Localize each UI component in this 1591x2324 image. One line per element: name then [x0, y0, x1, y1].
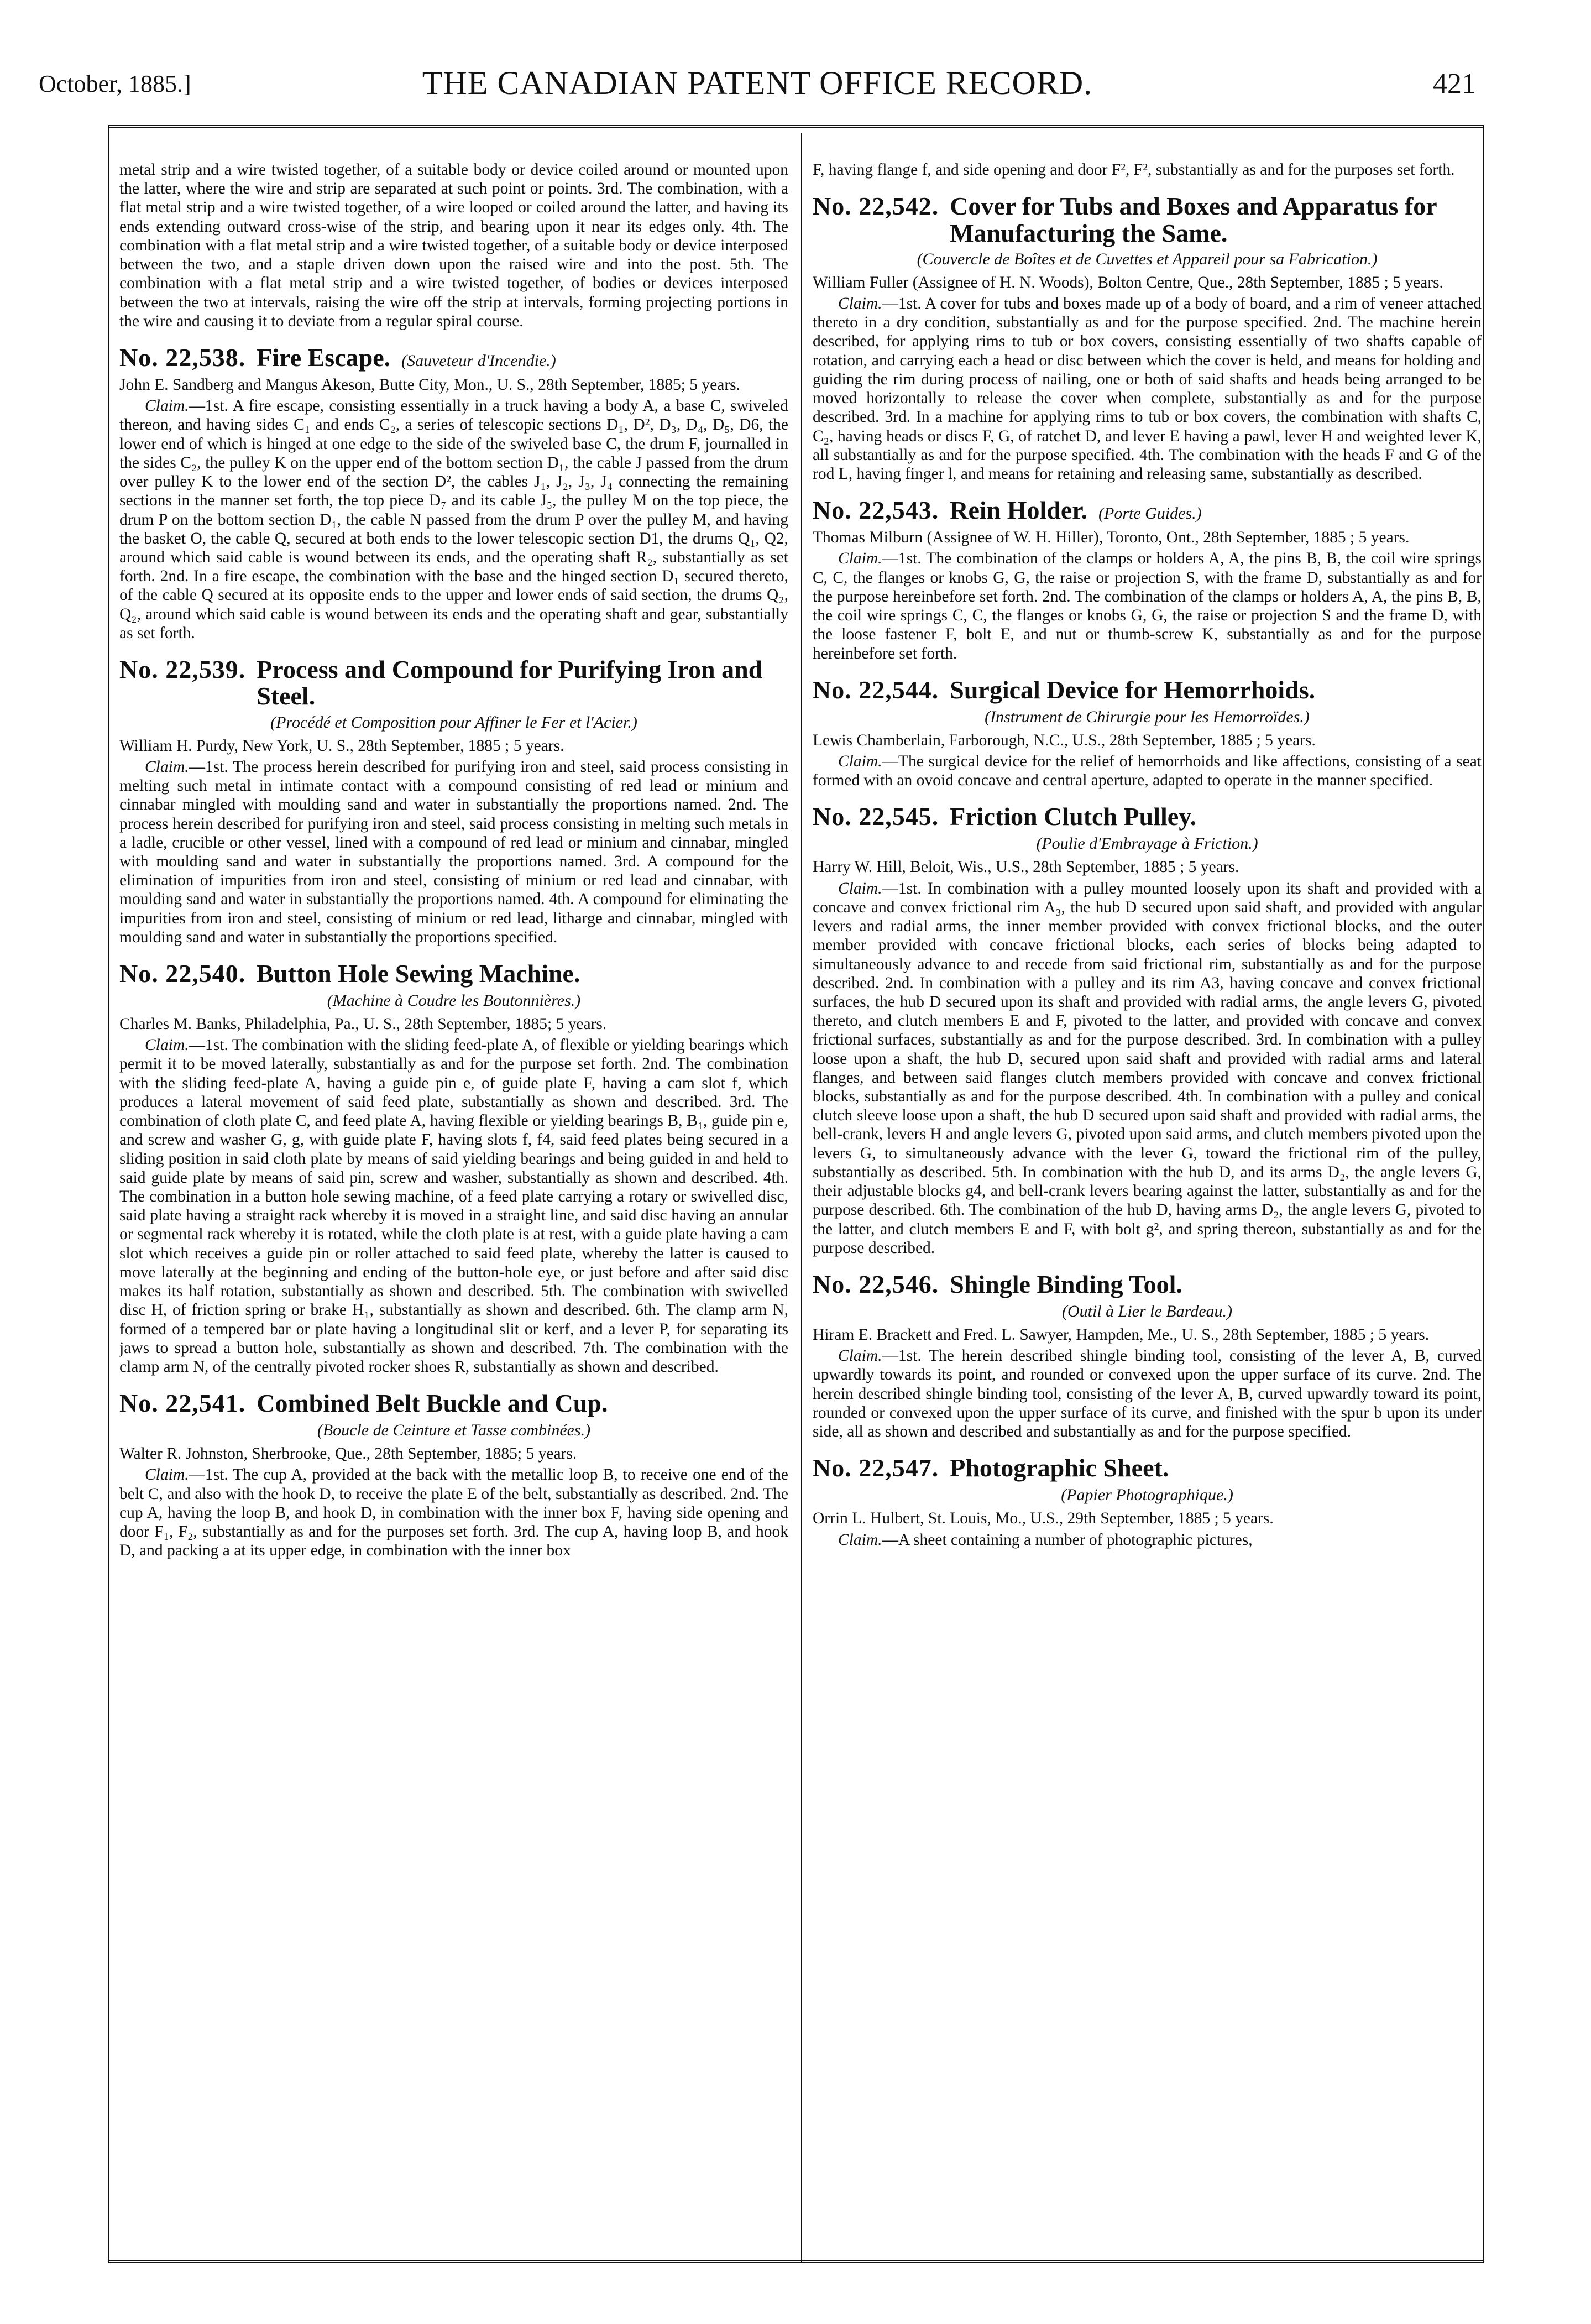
patent-title: Friction Clutch Pulley.	[950, 802, 1197, 831]
patent-heading	[813, 802, 1482, 831]
patent-number: No. 22,546.	[813, 1270, 939, 1298]
issue-date: October, 1885.]	[39, 70, 191, 97]
patent-entry-22544	[813, 675, 1482, 790]
patent-entry-22541	[119, 1388, 788, 1560]
patent-number: No. 22,541.	[119, 1389, 246, 1418]
patent-inventor: Lewis Chamberlain, Farborough, N.C., U.S., 28th September, 1885 ; 5 years.	[813, 731, 1316, 749]
patent-french-title: (Poulie d'Embrayage à Friction.)	[1036, 834, 1258, 853]
patent-french-title: (Outil à Lier le Bardeau.)	[1061, 1302, 1232, 1320]
patent-heading	[119, 1388, 788, 1418]
patent-number: No. 22,543.	[813, 496, 939, 525]
claim-text: —1st. The process herein described for purifying iron and steel, said process consisting in melting such metal in intimate contact with a compound consisting of red lead or minium and cinnabar mingled with moulding sand and water in substantially the proportions named. 2nd. The process herein described for purifying iron and steel, said process consisting in melting such metals in a ladle, crucible or other vessel, lined with a compound of red lead or minium and cinnabar, mingled with moulding sand and water in substantially the proportions named. 3rd. A compound for the elimination of impurities from iron and steel, consisting of minium or red lead and cinnabar, with moulding sand and water in substantially the proportions named. 4th. A compound for eliminating the impurities from iron and steel, consisting of minium or red lead, litharge and cinnabar, mingled with moulding sand and water in substantially the proportions specified.	[119, 758, 788, 946]
patent-number: No. 22,540.	[119, 959, 246, 988]
patent-title: Cover for Tubs and Boxes and Apparatus for Manufacturing the Same.	[950, 192, 1437, 247]
claim-text: —1st. The cup A, provided at the back with the metallic loop B, to receive one end of the belt C, and also with the hook D, to receive the plate E of the belt, substantially as described. 2nd. The cup A, having the loop B, and hook D, in combination with the inner box F, having side opening and door F₁, F₂, substantially as and for the purposes set forth. 3rd. The cup A, having loop B, and hook D, and packing a at its upper edge, in combination with the inner box	[119, 1466, 788, 1560]
patent-claim	[813, 752, 1482, 790]
patent-number: No. 22,547.	[813, 1454, 939, 1482]
patent-inventor: Thomas Milburn (Assignee of W. H. Hiller), Toronto, Ont., 28th September, 1885 ; 5 years.	[813, 529, 1410, 547]
patent-number: No. 22,544.	[813, 675, 939, 704]
patent-inventor: Charles M. Banks, Philadelphia, Pa., U. S., 28th September, 1885; 5 years.	[119, 1015, 607, 1033]
patent-french-title: (Machine à Coudre les Boutonnières.)	[327, 991, 581, 1010]
patent-heading	[119, 655, 788, 710]
claim-label: Claim.	[145, 758, 189, 776]
patent-french-title: (Boucle de Ceinture et Tasse combinées.)	[317, 1421, 591, 1440]
patent-heading	[813, 1270, 1482, 1299]
patent-claim	[119, 1465, 788, 1560]
claim-label: Claim.	[838, 879, 882, 897]
patent-entry-22546	[813, 1270, 1482, 1441]
claim-label: Claim.	[838, 550, 882, 568]
patent-inventor: Walter R. Johnston, Sherbrooke, Que., 28th September, 1885; 5 years.	[119, 1445, 577, 1463]
claim-text: —1st. The herein described shingle binding tool, consisting of the lever A, B, curved upwardly towards its point, and rounded or convexed upon the upper surface of its curve. 2nd. The herein described shingle binding tool, consisting of the lever A, B, curved upwardly toward its point, rounded or convexed upon the upper surface of its curve, and finished with the spur b upon its under side, all as shown and described and substantially as and for the purpose specified.	[813, 1347, 1482, 1441]
claim-text: —1st. The combination with the sliding feed-plate A, of flexible or yielding bearings which permit it to be moved laterally, substantially as and for the purpose set forth. 2nd. The combination with the sliding feed-plate A, having a guide pin e, of guide plate F, having a cam slot f, which produces a lateral movement of said feed plate, substantially as shown and described. 3rd. The combination of cloth plate C, and feed plate A, having flexible or yielding bearings B, B₁, guide pin e, and screw and washer G, g, with guide plate F, having slots f, f4, said feed plates being secured in a sliding position in said cloth plate by means of said yielding bearings and being guided in and held to said guide plate by means of said pin, screw and washer, substantially as shown and described. 4th. The combination in a button hole sewing machine, of a feed plate carrying a rotary or swivelled disc, said plate having a straight rack whereby it is moved in a straight line, and said disc having an annular or segmental rack whereby it is rotated, while the cloth plate is at rest, with a guide plate having a cam slot which receives a guide pin or roller attached to said feed plate, whereby the latter is caused to move laterally at the beginning and ending of the button-hole eye, or just before and after said disc makes its half rotation, substantially as shown and described. 5th. The combination with swivelled disc H, of friction spring or brake H₁, substantially as shown and described. 6th. The clamp arm N, formed of a tempered bar or plate having a longitudinal slit or kerf, and a lever P, for separating its jaws to spread a button hole, substantially as shown and described. 7th. The combination with the clamp arm N, of the centrally pivoted rocker shoes R, substantially as shown and described.	[119, 1036, 788, 1376]
patent-inventor: William Fuller (Assignee of H. N. Woods), Bolton Centre, Que., 28th September, 1885 ; 5 years.	[813, 273, 1443, 291]
claim-label: Claim.	[838, 752, 882, 770]
claim-text: —1st. A cover for tubs and boxes made up of a body of board, and a rim of veneer attached thereto in a dry condition, substantially as and for the purpose specified. 2nd. The machine herein described, for applying rims to tub or box covers, consisting essentially of two shafts capable of rotation, and carrying each a head or disc between which the cover is held, and means for holding and guiding the rim during process of nailing, one or both of said shafts and heads being arranged to be moved horizontally to release the cover when complete, substantially as and for the purpose described. 3rd. In a machine for applying rims to tub or box covers, the combination with shafts C, C₂, having heads or discs F, G, of ratchet D, and lever E having a pawl, lever H and weighted lever K, all substantially as and for the purpose specified. 4th. The combination with the heads F and G of the rod L, having finger l, and means for retaining and releasing same, substantially as described.	[813, 295, 1482, 483]
patent-title: Surgical Device for Hemorrhoids.	[950, 675, 1316, 704]
patent-title: Photographic Sheet.	[950, 1454, 1169, 1482]
continuation-text: metal strip and a wire twisted together, of a suitable body or device coiled around or mounted upon the latter, where the wire and strip are separated at such point or points. 3rd. The combination, with a flat metal strip and a wire twisted together, of a wire looped or coiled around the latter, and having its ends extending outward cross-wise of the strip, and bearing upon it near its edges only. 4th. The combination with a flat metal strip and a wire twisted together, of a suitable body or device interposed between the two, and a staple driven down upon the raised wire and into the post. 5th. The combination with a flat metal strip and a wire twisted together, of bodies or devices interposed between the two at intervals, raising the wire off the strip at intervals, forming projecting portions in the wire and causing it to deviate from a regular spiral course.	[119, 161, 788, 330]
patent-french-title: (Sauveteur d'Incendie.)	[401, 351, 556, 370]
patent-claim	[813, 294, 1482, 483]
patent-heading	[119, 959, 788, 988]
patent-claim	[119, 1036, 788, 1376]
patent-entry-22543	[813, 495, 1482, 663]
claim-text: —The surgical device for the relief of hemorrhoids and like affections, consisting of a seat formed with an ovoid concave and central aperture, adapted to operate in the manner specified.	[813, 752, 1482, 790]
patent-claim	[813, 549, 1482, 662]
patent-claim	[119, 758, 788, 947]
right-column	[813, 160, 1482, 2256]
page-number: 421	[1433, 68, 1476, 100]
claim-text: —1st. The combination of the clamps or holders A, A, the pins B, B, the coil wire springs C, C, the flanges or knobs G, G, the raise or projection S, with the frame D, substantially as and for the purpose hereinbefore set forth. 2nd. The combination of the clamps or holders A, A, the pins B, B, the coil wire springs C, C, the flanges or knobs G, G, the raise or projection S and the frame D, with the loose fastener F, bolt E, and nut or thumb-screw K, substantially as and for the purpose hereinbefore set forth.	[813, 550, 1482, 662]
patent-inventor: Hiram E. Brackett and Fred. L. Sawyer, Hampden, Me., U. S., 28th September, 1885 ; 5 years.	[813, 1326, 1430, 1344]
patent-french-title: (Procédé et Composition pour Affiner le Fer et l'Acier.)	[270, 713, 637, 732]
claim-label: Claim.	[838, 295, 882, 313]
left-column	[119, 160, 788, 2256]
claim-label: Claim.	[145, 397, 189, 415]
patent-claim	[119, 396, 788, 643]
patent-title: Combined Belt Buckle and Cup.	[257, 1389, 608, 1418]
patent-french-title: (Instrument de Chirurgie pour les Hemorroïdes.)	[985, 707, 1310, 726]
claim-text: —1st. A fire escape, consisting essentially in a truck having a body A, a base C, swiveled thereon, and having sides C₁ and ends C₂, a series of telescopic sections D₁, D², D₃, D₄, D₅, D6, the lower end of which is hinged at one edge to the side of the swiveled base C, the drum F, journalled in the sides C₂, the pulley K on the upper end of the bottom section D₁, the cable J passed from the drum over pulley K to the lower end of the section D², the cables J₁, J₂, J₃, J₄ connecting the remaining sections in the manner set forth, the top piece D₇ and its cable J₅, the pulley M on the top piece, the drum P on the bottom section D₁, the cable N passed from the drum P over the pulley M, and having the basket O, the cable Q, secured at both ends to the lower telescopic section D1, the drums Q₁, Q2, around which said cable is wound between its ends, and the operating shaft R₂, substantially as set forth. 2nd. In a fire escape, the combination with the base and the hinged section D₁ secured thereto, of the cable Q secured at its opposite ends to the upper and lower ends of said section, the drums Q₂, Q₂, around which said cable is wound between its ends and the operating shaft and gear, substantially as set forth.	[119, 397, 788, 642]
patent-title: Process and Compound for Purifying Iron and Steel.	[257, 655, 763, 711]
patent-french-title: (Couvercle de Boîtes et de Cuvettes et Appareil pour sa Fabrication.)	[917, 249, 1378, 268]
claim-label: Claim.	[145, 1466, 189, 1484]
claim-label: Claim.	[838, 1531, 882, 1549]
patent-title: Button Hole Sewing Machine.	[257, 959, 580, 988]
patent-number: No. 22,542.	[813, 192, 939, 221]
patent-entry-22539	[119, 655, 788, 947]
patent-inventor: Orrin L. Hulbert, St. Louis, Mo., U.S., 29th September, 1885 ; 5 years.	[813, 1510, 1274, 1528]
patent-claim	[813, 1531, 1482, 1549]
patent-number: No. 22,539.	[119, 655, 246, 684]
patent-heading	[813, 675, 1482, 704]
right-continuation-text: F, having flange f, and side opening and door F², F², substantially as and for the purposes set forth.	[813, 161, 1455, 179]
patent-heading	[813, 1453, 1482, 1482]
page-header	[39, 61, 1476, 105]
patent-entry-22540	[119, 959, 788, 1376]
patent-heading	[813, 191, 1482, 247]
patent-entry-22542	[813, 191, 1482, 483]
patent-entry-22538	[119, 343, 788, 643]
patent-title: Rein Holder.	[950, 496, 1087, 525]
patent-number: No. 22,545.	[813, 802, 939, 831]
claim-text: —A sheet containing a number of photographic pictures,	[882, 1531, 1253, 1549]
patent-title: Shingle Binding Tool.	[950, 1270, 1182, 1298]
claim-label: Claim.	[838, 1347, 882, 1365]
patent-french-title: (Papier Photographique.)	[1061, 1486, 1233, 1505]
patent-heading	[119, 343, 788, 372]
column-divider	[801, 133, 802, 2262]
patent-inventor: Harry W. Hill, Beloit, Wis., U.S., 28th September, 1885 ; 5 years.	[813, 858, 1239, 876]
patent-inventor: John E. Sandberg and Mangus Akeson, Butte City, Mon., U. S., 28th September, 1885; 5 years.	[119, 375, 741, 394]
claim-text: —1st. In combination with a pulley mounted loosely upon its shaft and provided with a concave and convex frictional rim A₃, the hub D secured upon said shaft, and provided with angular levers and radial arms, the inner member provided with convex frictional blocks, and the outer member provided with concave frictional blocks, each series of blocks being adapted to simultaneously advance to and recede from said frictional rim, substantially as and for the purpose described. 2nd. In combination with a pulley and its rim A3, having concave and convex frictional surfaces, the hub D secured upon its shaft and provided with radial arms, the angle levers G, pivoted thereto, and clutch members E and F, pivoted to the latter, and provided with concave and convex frictional surfaces, substantially as and for the purpose described. 3rd. In combination with a pulley loose upon a shaft, the hub D, secured upon said shaft and provided with radial arms and lateral flanges, and between said flanges clutch members provided with concave and convex frictional blocks, substantially as and for the purpose described. 4th. In combination with a pulley and conical clutch sleeve loose upon a shaft, the hub D secured upon said shaft and provided with radial arms, the bell-crank, levers H and angle levers G, pivoted upon said arms, and clutch members pivoted upon the levers G, to simultaneously advance with the lever G, toward the frictional rim of the pulley, substantially as described. 5th. In combination with the hub D, and its arms D₂, the angle levers G, their adjustable blocks g4, and bell-crank levers bearing against the latter, substantially as and for the purpose described. 6th. The combination of the hub D, having arms D₂, the angle levers G, pivoted to the latter, and clutch members E and F, with bolt g², and spring thereon, substantially as and for the purpose described.	[813, 879, 1482, 1257]
patent-claim	[813, 879, 1482, 1257]
claim-label: Claim.	[145, 1036, 189, 1054]
patent-entry-22545	[813, 802, 1482, 1257]
patent-inventor: William H. Purdy, New York, U. S., 28th September, 1885 ; 5 years.	[119, 737, 564, 755]
patent-number: No. 22,538.	[119, 343, 246, 372]
patent-title: Fire Escape.	[257, 343, 391, 372]
patent-french-title: (Porte Guides.)	[1098, 504, 1202, 523]
patent-heading	[813, 495, 1482, 525]
patent-claim	[813, 1346, 1482, 1441]
patent-entry-22547	[813, 1453, 1482, 1549]
publication-title: THE CANADIAN PATENT OFFICE RECORD.	[422, 65, 1093, 101]
